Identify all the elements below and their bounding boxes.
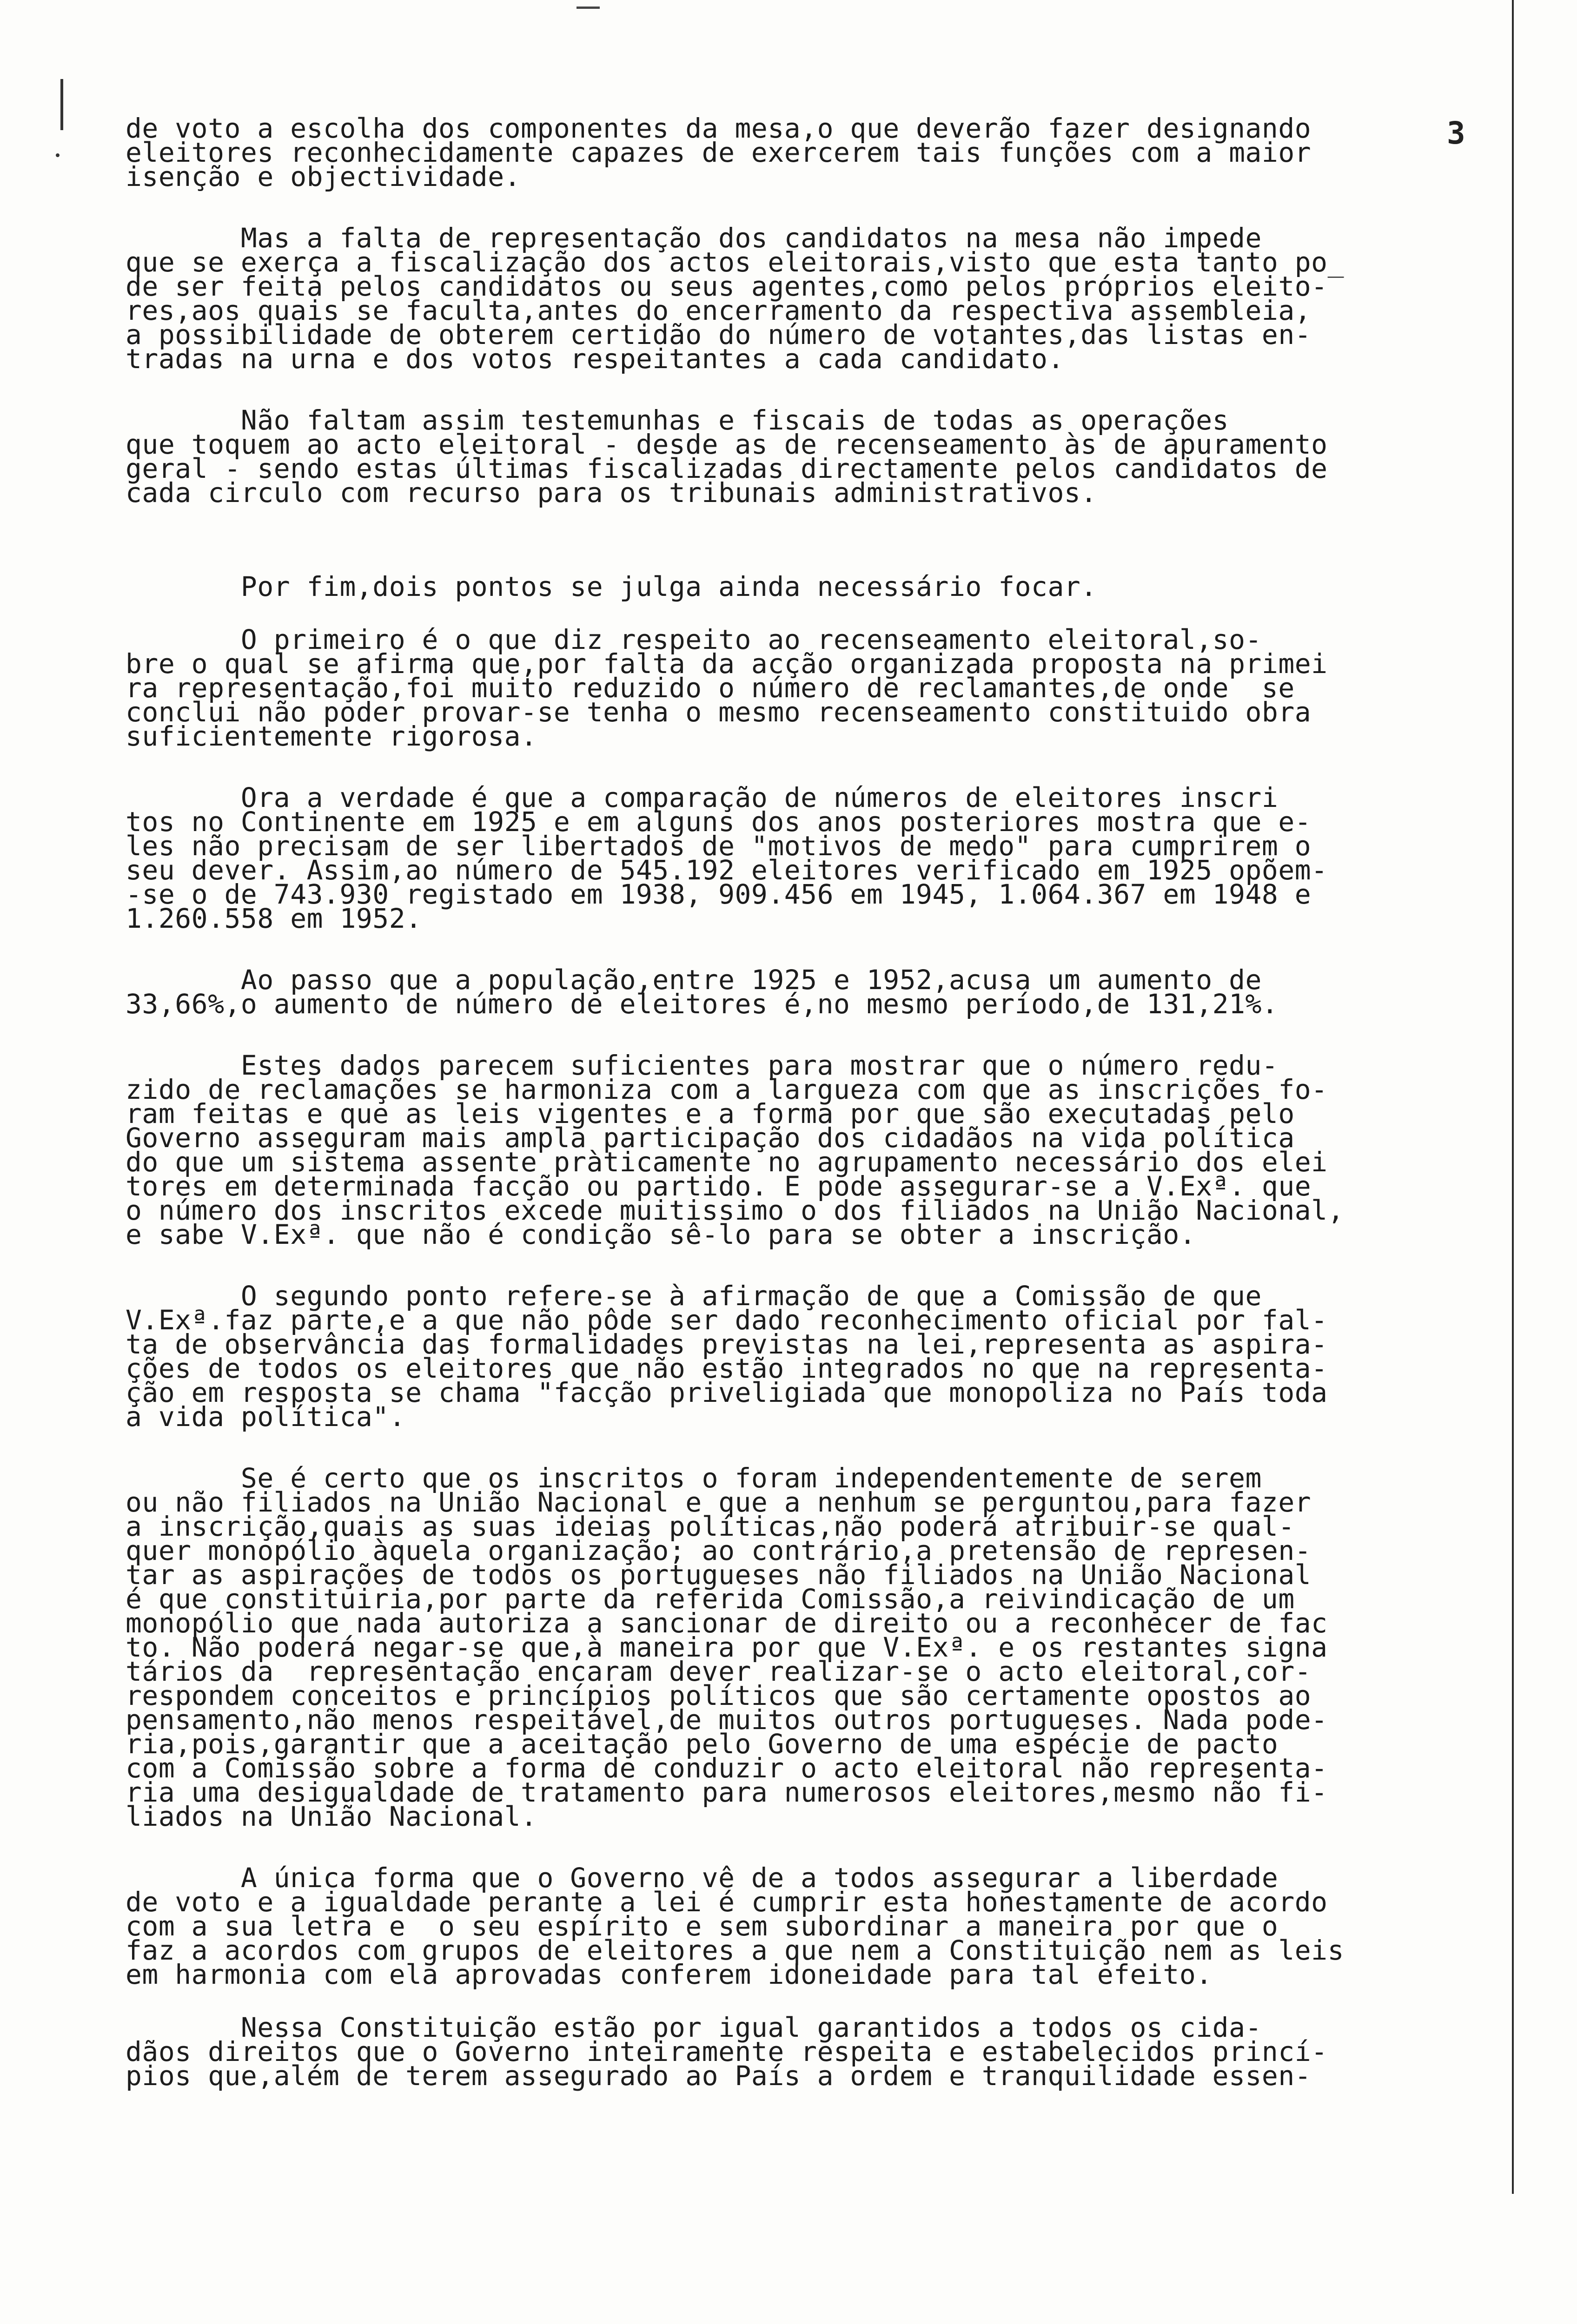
text-line: Ao passo que a população,entre 1925 e 1952,acusa um aumento de — [126, 964, 1262, 996]
paragraph-gap — [126, 371, 1483, 408]
page-edge-rule — [1512, 0, 1514, 2194]
text-line: tos no Continente em 1925 e em alguns dos anos posteriores mostra que e- — [126, 806, 1312, 838]
text-line: ria uma desigualdade de tratamento para numerosos eleitores,mesmo não fi- — [126, 1776, 1328, 1808]
paragraph-gap — [126, 931, 1483, 968]
text-line: pios que,além de terem assegurado ao País a ordem e tranquilidade essen- — [126, 2060, 1312, 2092]
text-line: a vida política". — [126, 1401, 406, 1433]
text-line: ria,pois,garantir que a aceitação pelo Governo de uma espécie de pacto — [126, 1728, 1279, 1760]
text-line: eleitores reconhecidamente capazes de exercerem tais funções com a maior — [126, 137, 1312, 168]
text-line: que toquem ao acto eleitoral - desde as de recenseamento às de apuramento — [126, 429, 1328, 460]
text-line: ra representação,foi muito reduzido o número de reclamantes,de onde se — [126, 672, 1295, 704]
paragraph — [126, 222, 1483, 375]
paragraph-gap — [126, 1429, 1483, 1466]
paragraph — [126, 1050, 1483, 1250]
text-line: 1.260.558 em 1952. — [126, 903, 422, 934]
paragraph — [126, 1280, 1483, 1433]
text-line: Por fim,dois pontos se julga ainda necessário focar. — [126, 571, 1097, 602]
text-line: O segundo ponto refere-se à afirmação de que a Comissão de que — [126, 1280, 1262, 1312]
text-line: ção em resposta se chama "facção priveligiada que monopoliza no País toda — [126, 1377, 1328, 1408]
text-line: res,aos quais se faculta,antes do encerramento da respectiva assembleia, — [126, 295, 1312, 326]
text-line: Mas a falta de representação dos candidatos na mesa não impede — [126, 222, 1262, 254]
text-line: é que constituiria,por parte da referida Comissão,a reivindicação de um — [126, 1583, 1295, 1615]
text-line: seu dever. Assim,ao número de 545.192 eleitores verificado em 1925 opõem- — [126, 854, 1328, 886]
text-line: suficientemente rigorosa. — [126, 720, 537, 752]
text-line: V.Exª.faz parte,e a que não pôde ser dado reconhecimento oficial por fal- — [126, 1304, 1328, 1336]
paragraph — [126, 1462, 1483, 1832]
text-line: faz a acordos com grupos de eleitores a que nem a Constituição nem as leis — [126, 1934, 1345, 1966]
text-line: de voto a escolha dos componentes da mesa,o que deverão fazer designando — [126, 112, 1312, 144]
text-line: o número dos inscritos excede muitissimo o dos filiados na União Nacional, — [126, 1195, 1345, 1226]
text-line: com a sua letra e o seu espírito e sem subordinar a maneira por que o — [126, 1910, 1279, 1942]
text-line: to. Não poderá negar-se que,à maneira por que V.Exª. e os restantes signa — [126, 1631, 1328, 1663]
text-line: ções de todos os eleitores que não estão integrados no que na representa- — [126, 1353, 1328, 1384]
text-line: de voto e a igualdade perante a lei é cumprir esta honestamente de acordo — [126, 1886, 1328, 1918]
text-line: tores em determinada facção ou partido. E pode assegurar-se a V.Exª. que — [126, 1170, 1312, 1202]
paragraph-gap — [126, 1016, 1483, 1053]
scan-mark-top — [576, 7, 600, 9]
document-body — [126, 112, 1483, 2092]
text-line: a possibilidade de obterem certidão do número de votantes,das listas en- — [126, 319, 1312, 350]
text-line: Nessa Constituição estão por igual garantidos a todos os cida- — [126, 2012, 1262, 2043]
text-line: liados na União Nacional. — [126, 1801, 537, 1832]
text-line: de ser feita pelos candidatos ou seus agentes,como pelos próprios eleito- — [126, 271, 1328, 302]
paragraph — [126, 964, 1483, 1020]
text-line: monopólio que nada autoriza a sancionar de direito ou a reconhecer de fac — [126, 1607, 1328, 1639]
text-line: conclui não poder provar-se tenha o mesmo recenseamento constituido obra — [126, 696, 1312, 728]
paragraph — [126, 782, 1483, 934]
text-line: em harmonia com ela aprovadas conferem idoneidade para tal efeito. — [126, 1959, 1213, 1990]
text-line: ou não filiados na União Nacional e que a nenhum se perguntou,para fazer — [126, 1486, 1312, 1518]
text-line: -se o de 743.930 registado em 1938, 909.456 em 1945, 1.064.367 em 1948 e — [126, 878, 1312, 910]
paragraph-gap — [126, 189, 1483, 226]
page-number: 3 — [1447, 115, 1465, 151]
paragraph — [126, 1862, 1483, 1990]
text-line: les não precisam de ser libertados de "motivos de medo" para cumprirem o — [126, 830, 1312, 862]
paragraph — [126, 2012, 1483, 2092]
text-line: Se é certo que os inscritos o foram independentemente de serem — [126, 1462, 1262, 1494]
scan-mark-left — [60, 79, 63, 130]
paragraph — [126, 112, 1483, 192]
text-line: respondem conceitos e princípios políticos que são certamente opostos ao — [126, 1680, 1312, 1711]
text-line: Estes dados parecem suficientes para mostrar que o número redu- — [126, 1050, 1279, 1081]
text-line: geral - sendo estas últimas fiscalizadas directamente pelos candidatos de — [126, 453, 1328, 484]
text-line: do que um sistema assente pràticamente no agrupamento necessário dos elei — [126, 1146, 1328, 1178]
paragraph-gap — [126, 1987, 1483, 2015]
paragraph — [126, 571, 1483, 602]
text-line: dãos direitos que o Governo inteiramente respeita e estabelecidos princí- — [126, 2036, 1328, 2067]
paragraph-gap — [126, 599, 1483, 627]
text-line: O primeiro é o que diz respeito ao recenseamento eleitoral,so- — [126, 624, 1262, 655]
paragraph — [126, 624, 1483, 752]
text-line: Não faltam assim testemunhas e fiscais de todas as operações — [126, 404, 1229, 436]
text-line: Ora a verdade é que a comparação de números de eleitores inscri — [126, 782, 1279, 813]
text-line: a inscrição,quais as suas ideias políticas,não poderá atribuir-se qual- — [126, 1511, 1295, 1542]
text-line: 33,66%,o aumento de número de eleitores é,no mesmo período,de 131,21%. — [126, 988, 1279, 1020]
text-line: tar as aspirações de todos os portugueses não filiados na União Nacional — [126, 1559, 1312, 1591]
paragraph-gap — [126, 1829, 1483, 1866]
paragraph-gap — [126, 1247, 1483, 1284]
text-line: A única forma que o Governo vê de a todos assegurar a liberdade — [126, 1862, 1279, 1894]
text-line: zido de reclamações se harmoniza com a largueza com que as inscrições fo- — [126, 1074, 1328, 1105]
paragraph-gap — [126, 748, 1483, 786]
text-line: ta de observância das formalidades previstas na lei,representa as aspira- — [126, 1328, 1328, 1360]
text-line: Governo asseguram mais ampla participação dos cidadãos na vida política — [126, 1122, 1295, 1154]
text-line: cada circulo com recurso para os tribunais administrativos. — [126, 477, 1097, 508]
text-line: e sabe V.Exª. que não é condição sê-lo para se obter a inscrição. — [126, 1219, 1196, 1250]
text-line: ram feitas e que as leis vigentes e a forma por que são executadas pelo — [126, 1098, 1295, 1129]
text-line: com a Comissão sobre a forma de conduzir o acto eleitoral não representa- — [126, 1752, 1328, 1784]
text-line: quer monopólio àquela organização; ao contrário,a pretensão de represen- — [126, 1535, 1312, 1566]
text-line: pensamento,não menos respeitável,de muitos outros portugueses. Nada pode- — [126, 1704, 1328, 1736]
text-line: bre o qual se afirma que,por falta da acção organizada proposta na primei — [126, 648, 1328, 680]
text-line: tradas na urna e dos votos respeitantes a cada candidato. — [126, 343, 1064, 375]
paragraph-gap — [126, 505, 1483, 574]
paragraph — [126, 404, 1483, 508]
text-line: isenção e objectividade. — [126, 161, 521, 192]
text-line: que se exerça a fiscalização dos actos eleitorais,visto que esta tanto po_ — [126, 246, 1345, 278]
scan-mark-left-dot — [56, 153, 60, 157]
text-line: tários da representação encaram dever realizar-se o acto eleitoral,cor- — [126, 1656, 1312, 1687]
